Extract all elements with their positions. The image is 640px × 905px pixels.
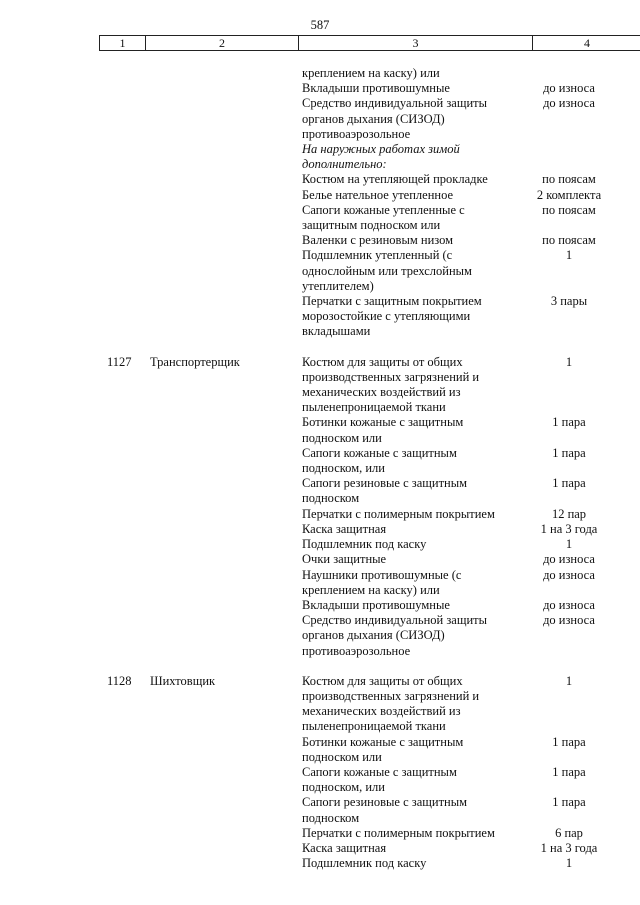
ppe-item-row xyxy=(302,841,640,856)
description-line: Сапоги резиновые с защитным xyxy=(302,476,468,491)
ppe-item-quantity: 1 пара xyxy=(552,476,586,491)
ppe-item-list xyxy=(302,66,640,340)
description-line: подноском или xyxy=(302,749,382,764)
ppe-item-quantity: до износа xyxy=(543,567,595,582)
ppe-item-quantity: по поясам xyxy=(542,172,596,187)
ppe-item-row xyxy=(302,446,640,476)
description-line: Белье нательное утепленное xyxy=(302,187,454,202)
ppe-item-quantity: 1 на 3 года xyxy=(540,840,598,855)
description-line: подноском или xyxy=(302,430,382,445)
description-line: Перчатки с защитным покрытием xyxy=(302,294,482,309)
page-number: 587 xyxy=(310,18,330,32)
ppe-item-quantity: 12 пар xyxy=(551,506,587,521)
ppe-item-description xyxy=(302,795,498,825)
profession-name: Шихтовщик xyxy=(150,673,216,688)
description-line: Сапоги кожаные с защитным xyxy=(302,445,457,460)
column-header-4: 4 xyxy=(584,36,590,50)
description-line: утеплителем) xyxy=(302,278,374,293)
ppe-item-row xyxy=(302,674,640,735)
ppe-item-row xyxy=(302,598,640,613)
ppe-item-quantity: до износа xyxy=(543,81,595,96)
ppe-item-row xyxy=(302,96,640,142)
description-line: Костюм для защиты от общих xyxy=(302,354,463,369)
ppe-item-quantity: 1 пара xyxy=(552,764,586,779)
ppe-item-description xyxy=(302,476,498,506)
description-line: морозостойкие с утепляющими xyxy=(302,309,471,324)
table-row-group xyxy=(0,66,640,340)
ppe-item-row xyxy=(302,795,640,825)
ppe-item-quantity: 6 пар xyxy=(555,825,583,840)
ppe-item-quantity: до износа xyxy=(543,96,595,111)
ppe-item-quantity: 1 xyxy=(565,856,573,871)
ppe-item-quantity: 1 xyxy=(565,537,573,552)
description-line: механических воздействий из xyxy=(302,385,461,400)
ppe-item-quantity: 1 пара xyxy=(552,795,586,810)
ppe-item-description xyxy=(302,537,498,552)
description-line: Ботинки кожаные с защитным xyxy=(302,734,464,749)
description-line: пыленепроницаемой ткани xyxy=(302,400,446,415)
ppe-item-quantity: 1 пара xyxy=(552,734,586,749)
ppe-item-row xyxy=(302,568,640,598)
ppe-item-row xyxy=(302,172,640,187)
ppe-item-quantity: 1 пара xyxy=(552,415,586,430)
description-line: Сапоги кожаные утепленные с xyxy=(302,202,465,217)
description-line: Сапоги резиновые с защитным xyxy=(302,795,468,810)
ppe-item-description xyxy=(302,294,498,340)
ppe-item-description xyxy=(302,613,498,659)
ppe-item-description xyxy=(302,172,498,187)
ppe-item-description xyxy=(302,415,498,445)
ppe-item-description xyxy=(302,66,498,81)
description-line: органов дыхания (СИЗОД) xyxy=(302,628,445,643)
ppe-item-description xyxy=(302,507,498,522)
description-line: Сапоги кожаные с защитным xyxy=(302,764,457,779)
table-row-group xyxy=(0,355,640,659)
ppe-item-row xyxy=(302,66,640,81)
description-line: Перчатки с полимерным покрытием xyxy=(302,825,495,840)
ppe-item-quantity: 1 xyxy=(565,673,573,688)
description-line: Вкладыши противошумные xyxy=(302,597,450,612)
ppe-item-description xyxy=(302,735,498,765)
description-line: Ботинки кожаные с защитным xyxy=(302,415,464,430)
row-number: 1128 xyxy=(107,673,132,688)
ppe-item-row xyxy=(302,248,640,294)
ppe-item-description xyxy=(302,81,498,96)
ppe-item-row xyxy=(302,522,640,537)
ppe-item-row xyxy=(302,142,640,172)
description-line: креплением на каску) или xyxy=(302,582,440,597)
description-line: подноском, или xyxy=(302,461,385,476)
description-line: органов дыхания (СИЗОД) xyxy=(302,111,445,126)
description-line: Очки защитные xyxy=(302,552,387,567)
ppe-item-row xyxy=(302,507,640,522)
ppe-item-quantity xyxy=(498,142,640,172)
ppe-item-quantity: 1 xyxy=(565,354,573,369)
description-line: Костюм для защиты от общих xyxy=(302,673,463,688)
table-body xyxy=(0,66,640,871)
description-line: производственных загрязнений и xyxy=(302,688,480,703)
ppe-item-description xyxy=(302,355,498,416)
description-line: вкладышами xyxy=(302,324,371,339)
description-line: защитным подноском или xyxy=(302,218,441,233)
description-line: Средство индивидуальной защиты xyxy=(302,96,488,111)
description-line: подноском xyxy=(302,491,360,506)
ppe-item-quantity: 1 пара xyxy=(552,445,586,460)
description-line: Вкладыши противошумные xyxy=(302,81,450,96)
ppe-item-description xyxy=(302,142,498,172)
description-line: Подшлемник под каску xyxy=(302,856,427,871)
description-line: На наружных работах зимой xyxy=(302,142,460,157)
ppe-item-row xyxy=(302,537,640,552)
description-line: Подшлемник утепленный (с xyxy=(302,248,453,263)
ppe-item-quantity: 3 пары xyxy=(550,294,588,309)
table-header xyxy=(99,35,640,51)
ppe-item-quantity: 1 xyxy=(565,248,573,263)
description-line: креплением на каску) или xyxy=(302,66,440,80)
ppe-item-row xyxy=(302,294,640,340)
ppe-item-quantity: по поясам xyxy=(542,202,596,217)
description-line: дополнительно: xyxy=(302,157,387,172)
description-line: Каска защитная xyxy=(302,521,387,536)
ppe-item-row xyxy=(302,613,640,659)
ppe-item-description xyxy=(302,674,498,735)
description-line: Костюм на утепляющей прокладке xyxy=(302,172,488,187)
ppe-item-quantity: 2 комплекта xyxy=(536,187,602,202)
description-line: Наушники противошумные (с xyxy=(302,567,462,582)
column-header-1: 1 xyxy=(119,36,126,50)
ppe-item-quantity xyxy=(498,66,640,81)
profession-name: Транспортерщик xyxy=(150,354,240,369)
description-line: механических воздействий из xyxy=(302,704,461,719)
ppe-item-row xyxy=(302,203,640,233)
ppe-item-row xyxy=(302,826,640,841)
ppe-item-row xyxy=(302,188,640,203)
ppe-item-row xyxy=(302,765,640,795)
description-line: производственных загрязнений и xyxy=(302,369,480,384)
column-header-3: 3 xyxy=(412,36,419,50)
ppe-item-description xyxy=(302,765,498,795)
ppe-item-row xyxy=(302,233,640,248)
ppe-item-description xyxy=(302,203,498,233)
description-line: Каска защитная xyxy=(302,840,387,855)
column-header-2: 2 xyxy=(219,36,225,50)
ppe-item-description xyxy=(302,446,498,476)
ppe-item-quantity: до износа xyxy=(543,597,595,612)
description-line: противоаэрозольное xyxy=(302,643,411,658)
ppe-item-description xyxy=(302,248,498,294)
description-line: пыленепроницаемой ткани xyxy=(302,719,446,734)
ppe-item-description xyxy=(302,188,498,203)
ppe-item-row xyxy=(302,415,640,445)
ppe-item-row xyxy=(302,552,640,567)
row-number: 1127 xyxy=(107,354,132,369)
ppe-item-description xyxy=(302,568,498,598)
ppe-item-list xyxy=(302,674,640,872)
ppe-item-description xyxy=(302,856,498,871)
ppe-item-quantity: 1 на 3 года xyxy=(540,521,598,536)
description-line: подноском, или xyxy=(302,780,385,795)
description-line: однослойным или трехслойным xyxy=(302,263,472,278)
ppe-item-description xyxy=(302,598,498,613)
ppe-item-quantity: до износа xyxy=(543,552,595,567)
ppe-item-list xyxy=(302,355,640,659)
ppe-item-row xyxy=(302,735,640,765)
description-line: Средство индивидуальной защиты xyxy=(302,613,488,628)
ppe-item-quantity: до износа xyxy=(543,613,595,628)
ppe-item-row xyxy=(302,856,640,871)
ppe-item-row xyxy=(302,355,640,416)
ppe-item-description xyxy=(302,841,498,856)
description-line: Перчатки с полимерным покрытием xyxy=(302,506,495,521)
ppe-item-quantity: по поясам xyxy=(542,233,596,248)
ppe-item-description xyxy=(302,522,498,537)
description-line: противоаэрозольное xyxy=(302,126,411,141)
ppe-item-row xyxy=(302,81,640,96)
ppe-item-description xyxy=(302,96,498,142)
description-line: подноском xyxy=(302,810,360,825)
description-line: Подшлемник под каску xyxy=(302,537,427,552)
ppe-item-description xyxy=(302,233,498,248)
table-row-group xyxy=(0,674,640,872)
ppe-item-description xyxy=(302,552,498,567)
ppe-item-description xyxy=(302,826,498,841)
ppe-item-row xyxy=(302,476,640,506)
description-line: Валенки с резиновым низом xyxy=(302,233,454,248)
